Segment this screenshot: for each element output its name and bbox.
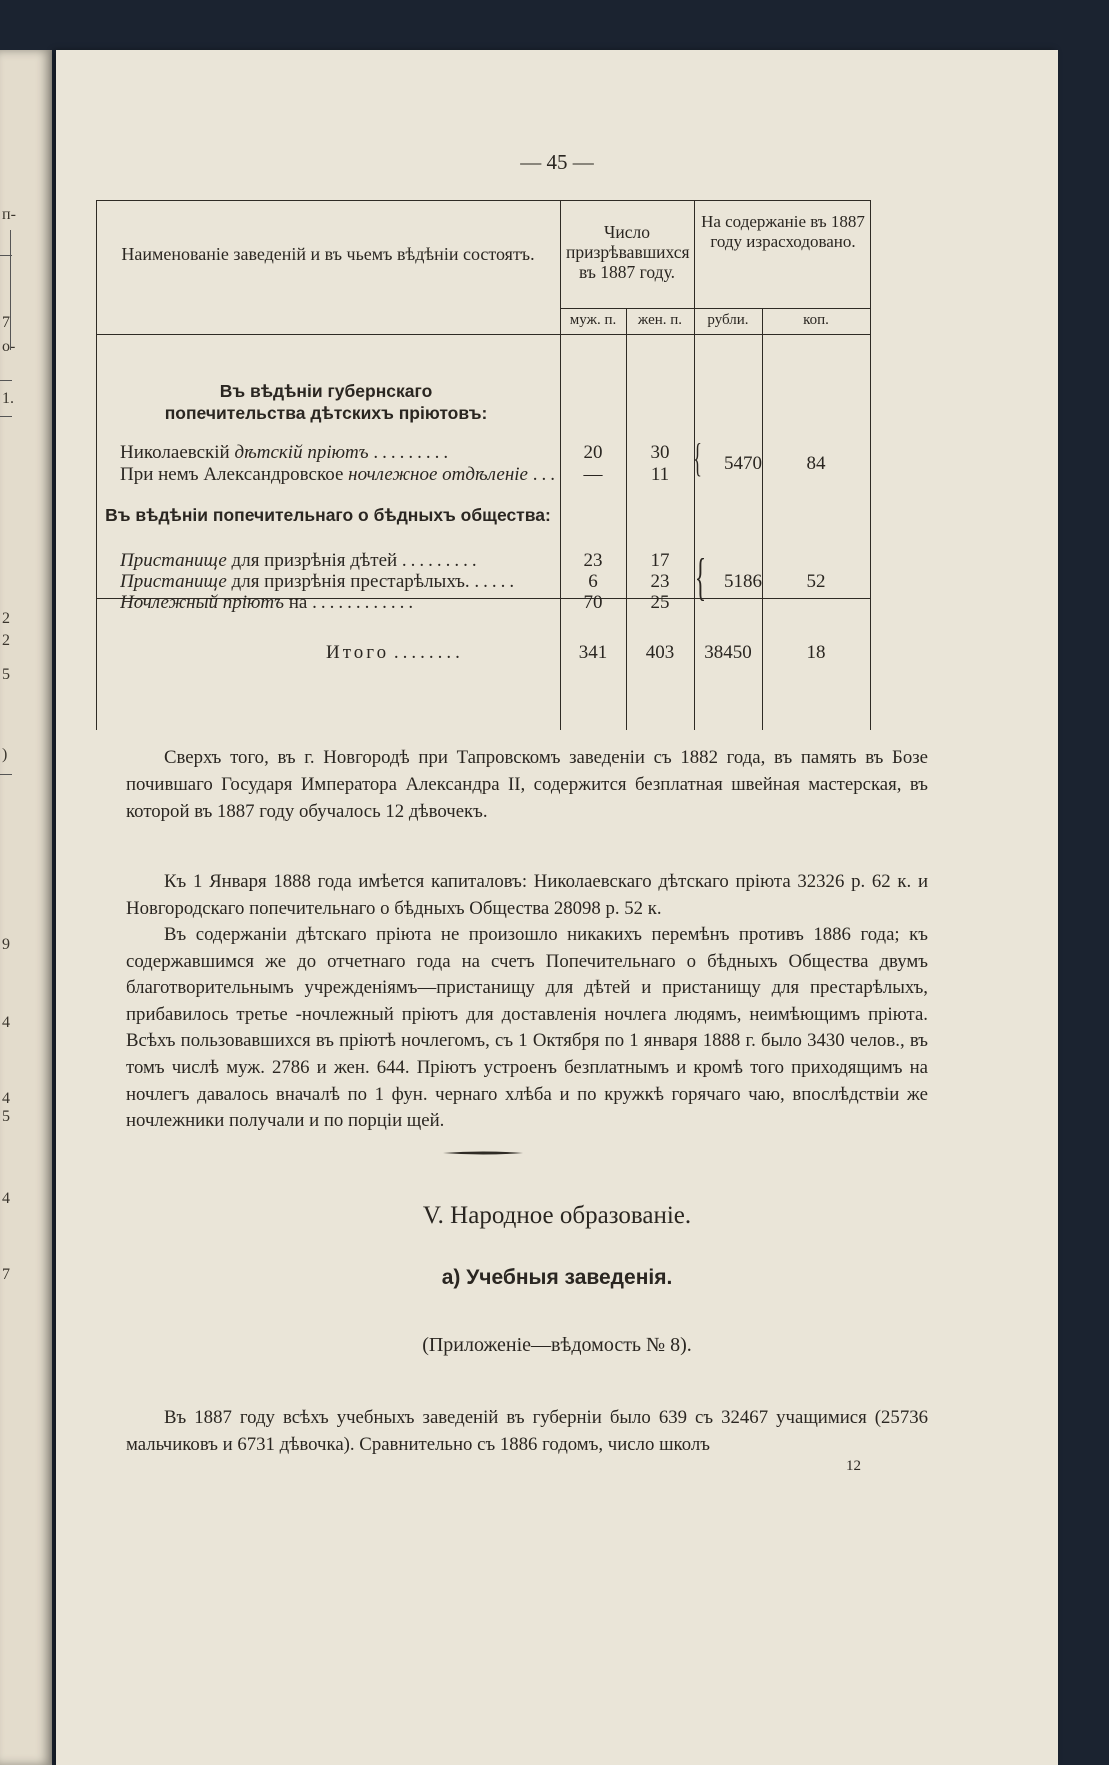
paragraph: Въ содержаніи дѣтскаго пріюта не произошло никакихъ перемѣнъ противъ 1886 года; къ содержавшимся же до отчетнаго года на счетъ Попечительнаго о бѣдныхъ Общества двумъ благотворительнымъ учрежденіямъ—пристанищу для дѣтей и пристанищу для престарѣлыхъ, прибавилось третье -ночлежный пріютъ для доставленія ночлега людямъ, неимѣющимъ пріюта. Всѣхъ пользовавшихся въ пріютѣ ночлегомъ, съ 1 Октября по 1 января 1888 г. было 3430 челов., въ томъ числѣ муж. 2786 и жен. 644. Пріютъ устроенъ безплатнымъ и кромѣ того приходящимъ на ночлегъ давалось вначалѣ по 1 фун. чернаго хлѣба и по кружкѣ горячаго чаю, впослѣдствіи же ночлежники получали и по порціи щей. [126, 924, 928, 1132]
page-number: — 45 — [520, 150, 594, 174]
cell-male: 23 [583, 550, 603, 571]
cell-female: 25 [650, 592, 670, 613]
paragraph: Сверхъ того, въ г. Новгородѣ при Тапровскомъ заведеніи съ 1882 года, въ память въ Бозе почившаго Государя Императора Александра II, содержится безплатная швейная мастерская, въ которой въ 1887 году обучалось 12 дѣвочекъ. [126, 747, 928, 822]
table-rule-left [96, 200, 97, 730]
total-female: 403 [645, 642, 675, 663]
table-rule-subheader [560, 308, 870, 309]
table-row-label: Ночлежный пріютъ на ............ [120, 592, 418, 613]
statistics-table [96, 200, 870, 730]
left-page-edge [0, 50, 52, 1765]
paragraph: Къ 1 Января 1888 года имѣется капиталовъ: Николаевскаго дѣтскаго пріюта 32326 р. 62 к. и Новгородскаго попечительнаго о бѣдныхъ Общества 28098 р. 52 к. [126, 871, 928, 919]
total-male: 341 [578, 642, 608, 663]
left-page-fragment: 4 [2, 1014, 10, 1031]
left-page-rule [0, 774, 12, 775]
section-title: Въ вѣдѣніи попечительнаго о бѣдныхъ общества: [105, 505, 551, 525]
table-row-label: Николаевскій дѣтскій пріютъ ......... [120, 442, 453, 463]
header-people-column: Число призрѣвавшихся въ 1887 году. [566, 222, 690, 283]
cell-rubles: 5470 [724, 453, 762, 474]
table-row-label: Пристанище для призрѣнія престарѣлыхъ. ..... [120, 571, 519, 592]
subheader-kopecks: коп. [803, 312, 829, 328]
cell-female: 30 [650, 442, 670, 463]
left-page-fragment: 2 [2, 610, 10, 627]
header-money-column: На содержаніе въ 1887 году израсходовано. [701, 212, 865, 251]
cell-female: 11 [650, 464, 670, 485]
subheader-rubles: рубли. [707, 312, 749, 328]
table-row-label: При немъ Александровское ночлежное отдѣленіе ... [120, 464, 559, 485]
cell-kopecks: 84 [806, 453, 826, 474]
left-page-rule [0, 416, 12, 417]
header-name-column: Наименованіе заведеній и въ чьемъ вѣдѣніи состоятъ. [121, 244, 535, 264]
table-rule-right [870, 200, 871, 730]
divider-ornament [443, 1150, 523, 1156]
left-page-fragment: 2 [2, 632, 10, 649]
left-page-fragment: 7 [2, 314, 10, 331]
left-page-fragment: 4 [2, 1190, 10, 1207]
left-page-fragment: 9 [2, 936, 10, 953]
left-page-fragment: 1. [2, 390, 14, 407]
left-page-fragment: 4 [2, 1090, 10, 1107]
cell-rubles: 5186 [724, 571, 762, 592]
paragraph: Въ 1887 году всѣхъ учебныхъ заведеній въ губерніи было 639 съ 32467 учащимися (25736 мальчиковъ и 6731 дѣвочка). Сравнительно съ 1886 годомъ, число школъ [126, 1407, 928, 1455]
table-row-label: Пристанище для призрѣнія дѣтей ......... [120, 550, 481, 571]
left-page-fragment: 7 [2, 1266, 10, 1283]
left-page-rule [0, 380, 12, 381]
signature-mark: 12 [846, 1458, 861, 1474]
subheader-female: жен. п. [637, 312, 683, 328]
cell-male: — [583, 464, 603, 485]
table-rule-header [96, 334, 870, 335]
subsection-heading: а) Учебныя заведенія. [441, 1266, 673, 1289]
table-rule-col [762, 308, 763, 730]
cell-male: 70 [583, 592, 603, 613]
book-page [56, 50, 1058, 1765]
section-title: Въ вѣдѣніи губернскаго попечительства дѣтскихъ пріютовъ: [164, 381, 488, 424]
appendix-reference: (Приложеніе—вѣдомость № 8). [422, 1334, 692, 1356]
total-rubles: 38450 [704, 642, 752, 663]
section-heading: V. Народное образованіе. [422, 1202, 692, 1229]
cell-male: 20 [583, 442, 603, 463]
cell-female: 17 [650, 550, 670, 571]
cell-kopecks: 52 [806, 571, 826, 592]
brace-icon: { [693, 435, 702, 480]
left-page-fragment: 5 [2, 666, 10, 683]
left-page-fragment: о- [2, 338, 16, 355]
table-rule-top [96, 200, 870, 201]
total-label: Итого ........ [326, 642, 464, 663]
left-page-fragment: ) [2, 746, 8, 763]
subheader-male: муж. п. [569, 312, 617, 328]
table-rule-col [626, 308, 627, 730]
cell-female: 23 [650, 571, 670, 592]
left-page-rule [10, 230, 11, 350]
left-page-fragment: 5 [2, 1108, 10, 1125]
left-page-fragment: п- [2, 206, 16, 223]
brace-icon: { [694, 549, 707, 606]
cell-male: 6 [588, 571, 598, 592]
total-kopecks: 18 [806, 642, 826, 663]
